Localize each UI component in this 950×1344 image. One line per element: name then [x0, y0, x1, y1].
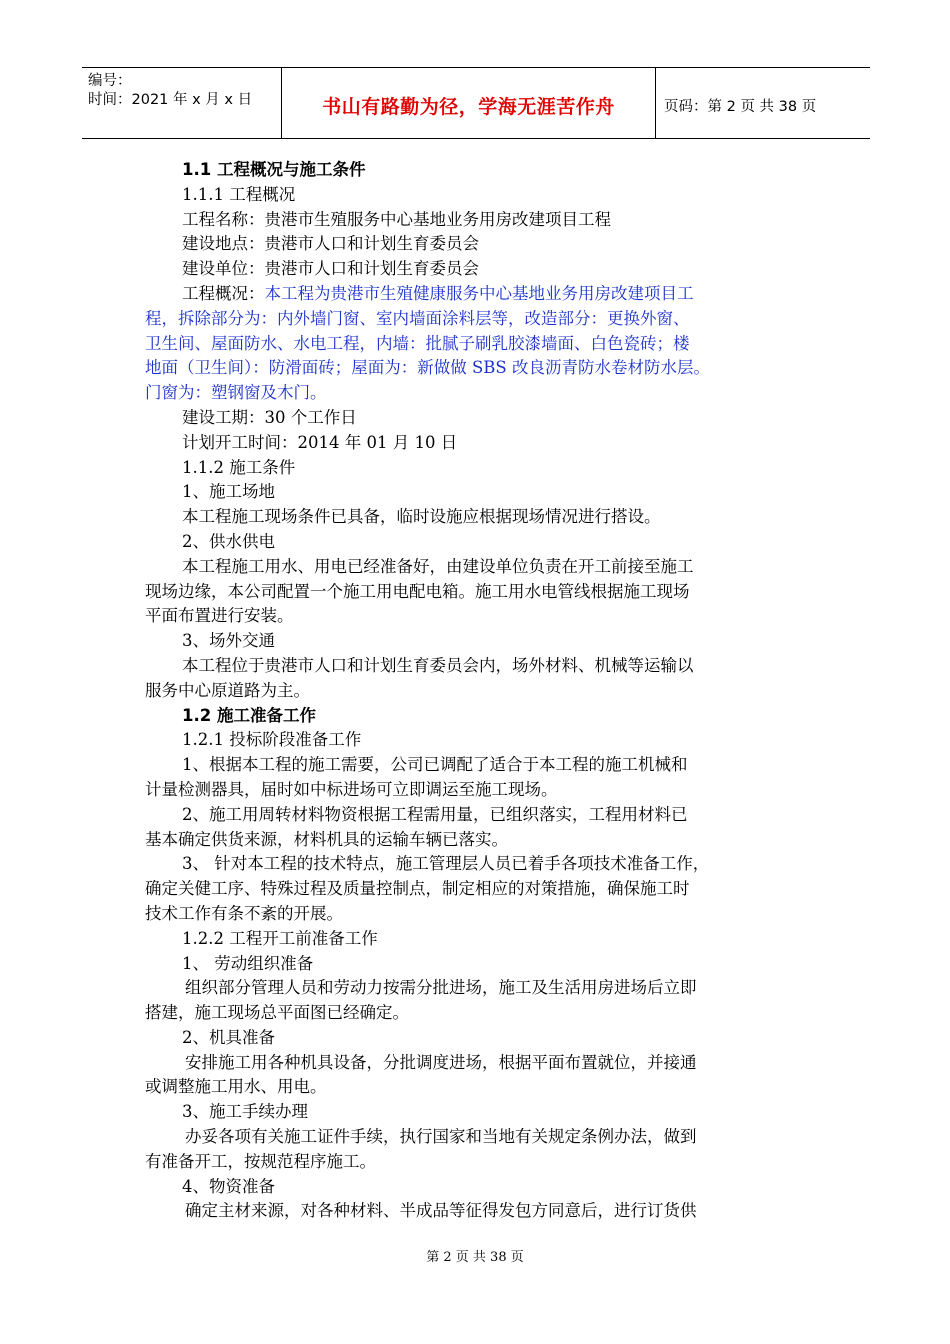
header-motto: 书山有路勤为径，学海无涯苦作舟 — [282, 68, 656, 138]
project-name: 工程名称：贵港市生殖服务中心基地业务用房改建项目工程 — [182, 209, 611, 229]
paragraph-line: 平面布置进行安装。 — [145, 606, 294, 626]
project-site: 建设地点：贵港市人口和计划生育委员会 — [182, 234, 479, 254]
paragraph-line: 服务中心原道路为主。 — [145, 680, 310, 700]
subsection-heading: 1.2.2 工程开工前准备工作 — [182, 928, 378, 948]
overview-text: 本工程为贵港市生殖健康服务中心基地业务用房改建项目工 — [264, 283, 694, 303]
item-title: 3、施工手续办理 — [182, 1102, 308, 1122]
paragraph-line: 有准备开工，按规范程序施工。 — [145, 1151, 376, 1171]
section-heading: 1.1 工程概况与施工条件 — [182, 160, 366, 179]
subsection-heading: 1.2.1 投标阶段准备工作 — [182, 730, 362, 750]
item-title: 2、供水供电 — [182, 531, 275, 551]
paragraph-line: 2、施工用周转材料物资根据工程需用量，已组织落实，工程用材料已 — [182, 804, 688, 824]
subsection-heading: 1.1.2 施工条件 — [182, 457, 296, 477]
paragraph-line: 本工程施工用水、用电已经准备好，由建设单位负责在开工前接至施工 — [182, 556, 694, 576]
paragraph-line: 本工程施工现场条件已具备，临时设施应根据现场情况进行搭设。 — [182, 507, 661, 527]
item-title: 3、场外交通 — [182, 631, 275, 651]
paragraph-line: 基本确定供货来源，材料机具的运输车辆已落实。 — [145, 829, 508, 849]
overview-line — [145, 282, 815, 307]
section-heading: 1.2 施工准备工作 — [182, 705, 316, 725]
paragraph-line: 或调整施工用水、用电。 — [145, 1077, 327, 1097]
paragraph-line: 确定主材来源，对各种材料、半成品等征得发包方同意后，进行订货供 — [185, 1201, 697, 1221]
item-title: 4、物资准备 — [182, 1176, 275, 1196]
paragraph-line: 组织部分管理人员和劳动力按需分批进场，施工及生活用房进场后立即 — [185, 978, 697, 998]
item-title: 1、施工场地 — [182, 482, 275, 502]
paragraph-line: 现场边缘，本公司配置一个施工用电配电箱。施工用水电管线根据施工现场 — [145, 581, 690, 601]
item-title: 1、 劳动组织准备 — [182, 953, 314, 973]
paragraph-line: 技术工作有条不紊的开展。 — [145, 903, 343, 923]
paragraph-line: 3、 针对本工程的技术特点，施工管理层人员已着手各项技术准备工作， — [182, 854, 710, 874]
paragraph-line: 安排施工用各种机具设备，分批调度进场，根据平面布置就位，并接通 — [185, 1052, 697, 1072]
overview-line: 卫生间、屋面防水、水电工程，内墙：批腻子刷乳胶漆墙面、白色瓷砖；楼 — [145, 333, 690, 353]
page-header — [82, 67, 870, 139]
header-left-cell — [82, 68, 282, 138]
overview-line: 程，拆除部分为：内外墙门窗、室内墙面涂料层等，改造部分：更换外窗、 — [145, 308, 690, 328]
paragraph-line: 办妥各项有关施工证件手续，执行国家和当地有关规定条例办法，做到 — [185, 1127, 697, 1147]
paragraph-line: 本工程位于贵港市人口和计划生育委员会内，场外材料、机械等运输以 — [182, 655, 694, 675]
paragraph-line: 1、根据本工程的施工需要，公司已调配了适合于本工程的施工机械和 — [182, 755, 688, 775]
overview-line: 地面（卫生间）：防滑面砖；屋面为：新做做 SBS 改良沥青防水卷材防水层。 — [145, 358, 710, 378]
construction-duration: 建设工期：30 个工作日 — [182, 407, 357, 427]
subsection-heading: 1.1.1 工程概况 — [182, 184, 296, 204]
project-owner: 建设单位：贵港市人口和计划生育委员会 — [182, 259, 479, 279]
header-page-number: 页码：第 2 页 共 38 页 — [664, 98, 817, 115]
paragraph-line: 确定关健工序、特殊过程及质量控制点，制定相应的对策措施，确保施工时 — [145, 879, 690, 899]
overview-line: 门窗为：塑钢窗及木门。 — [145, 383, 327, 403]
document-number-label: 编号： — [88, 73, 132, 89]
item-title: 2、机具准备 — [182, 1027, 275, 1047]
paragraph-line: 搭建，施工现场总平面图已经确定。 — [145, 1003, 409, 1023]
paragraph-line: 计量检测器具，届时如中标进场可立即调运至施工现场。 — [145, 779, 558, 799]
document-time-label: 时间：2021 年 x 月 x 日 — [88, 92, 253, 108]
planned-start-date: 计划开工时间：2014 年 01 月 10 日 — [182, 432, 458, 452]
overview-label: 工程概况： — [182, 283, 265, 303]
document-body — [145, 158, 815, 1224]
page-footer: 第 2 页 共 38 页 — [426, 1250, 524, 1265]
